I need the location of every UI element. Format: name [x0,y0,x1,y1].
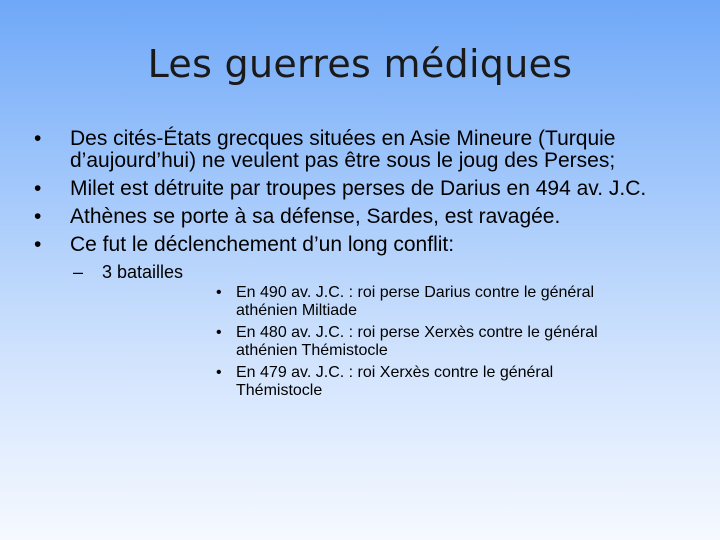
slide-content [0,128,720,404]
bullet-icon: • [216,284,222,301]
bullet-icon: • [34,205,42,228]
bullet-icon: • [34,127,42,150]
bullet-icon: • [34,177,42,200]
battle-text: En 480 av. J.C. : roi perse Xerxès contre le général athénien Thémistocle [236,324,598,359]
bullet-item [0,128,720,172]
dash-icon: – [73,262,84,282]
bullet-text: Ce fut le déclenchement d’un long conflit: [70,233,455,256]
bullet-text: Des cités-États grecques situées en Asie Mineure (Turquie d’aujourd’hui) ne veulent pas être sous le joug des Perses; [70,127,616,172]
battle-item [102,324,680,360]
bullet-text: Milet est détruite par troupes perses de Darius en 494 av. J.C. [70,177,647,200]
sub-bullet-item [0,262,720,400]
bullet-icon: • [216,364,222,381]
bullet-list [0,128,720,256]
bullet-icon: • [34,233,42,256]
bullet-item [0,234,720,256]
battle-item [102,364,680,400]
bullet-item [0,206,720,228]
sub-bullet-text: 3 batailles [102,262,184,282]
battle-text: En 479 av. J.C. : roi Xerxès contre le général Thémistocle [236,364,554,399]
battle-text: En 490 av. J.C. : roi perse Darius contre le général athénien Miltiade [236,284,595,319]
battle-item [102,284,680,320]
battle-list [102,284,680,400]
slide-title: Les guerres médiques [147,42,573,86]
bullet-text: Athènes se porte à sa défense, Sardes, est ravagée. [70,205,561,228]
sub-bullet-list [0,262,720,400]
bullet-icon: • [216,324,222,341]
bullet-item [0,178,720,200]
